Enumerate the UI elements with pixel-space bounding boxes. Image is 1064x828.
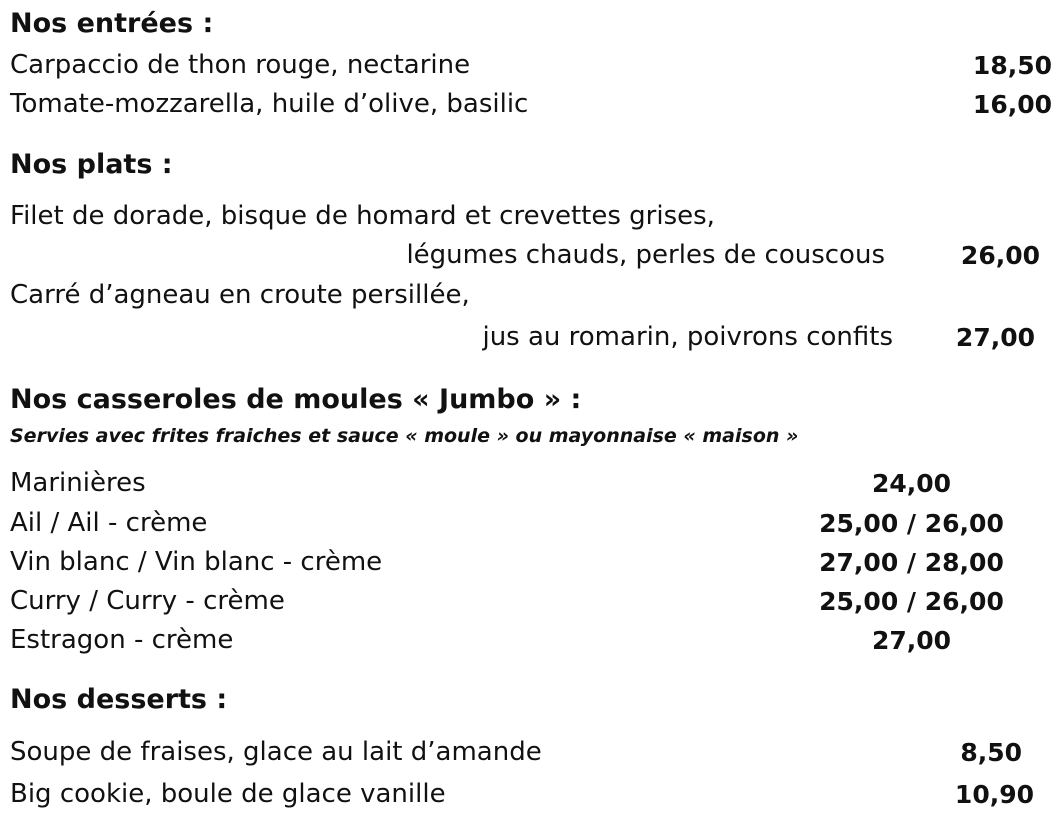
- moule-item-price: 25,00 / 26,00: [819, 509, 1004, 538]
- dessert-item-price: 8,50: [960, 738, 1022, 767]
- plat-item-line2: jus au romarin, poivrons confits: [482, 322, 893, 352]
- plat-item-price: 26,00: [960, 241, 1040, 270]
- moule-item-price: 25,00 / 26,00: [819, 587, 1004, 616]
- section-title-desserts: Nos desserts :: [10, 684, 228, 715]
- section-subtitle-moules: Servies avec frites fraiches et sauce « moule » ou mayonnaise « maison »: [10, 425, 799, 447]
- entree-item-name: Tomate-mozzarella, huile d’olive, basilic: [10, 89, 529, 119]
- plat-item-line1: Filet de dorade, bisque de homard et crevettes grises,: [10, 201, 715, 231]
- dessert-item-name: Big cookie, boule de glace vanille: [10, 779, 446, 809]
- section-title-plats: Nos plats :: [10, 149, 173, 180]
- dessert-item-price: 10,90: [954, 780, 1034, 809]
- plat-item-line1: Carré d’agneau en croute persillée,: [10, 280, 470, 310]
- moule-item-name: Estragon - crème: [10, 625, 234, 655]
- moule-item-name: Vin blanc / Vin blanc - crème: [10, 547, 383, 577]
- plat-item-line2: légumes chauds, perles de couscous: [406, 240, 885, 270]
- moule-item-price: 27,00 / 28,00: [819, 548, 1004, 577]
- moule-item-name: Marinières: [10, 468, 146, 498]
- section-title-moules: Nos casseroles de moules « Jumbo » :: [10, 384, 582, 415]
- plat-item-price: 27,00: [955, 323, 1035, 352]
- moule-item-price: 24,00: [871, 469, 952, 498]
- moule-item-name: Curry / Curry - crème: [10, 586, 285, 616]
- moule-item-price: 27,00: [871, 626, 952, 655]
- section-title-entrees: Nos entrées :: [10, 8, 214, 39]
- entree-item-price: 16,00: [972, 90, 1052, 119]
- moule-item-name: Ail / Ail - crème: [10, 508, 208, 538]
- entree-item-price: 18,50: [972, 51, 1052, 80]
- dessert-item-name: Soupe de fraises, glace au lait d’amande: [10, 737, 542, 767]
- entree-item-name: Carpaccio de thon rouge, nectarine: [10, 50, 471, 80]
